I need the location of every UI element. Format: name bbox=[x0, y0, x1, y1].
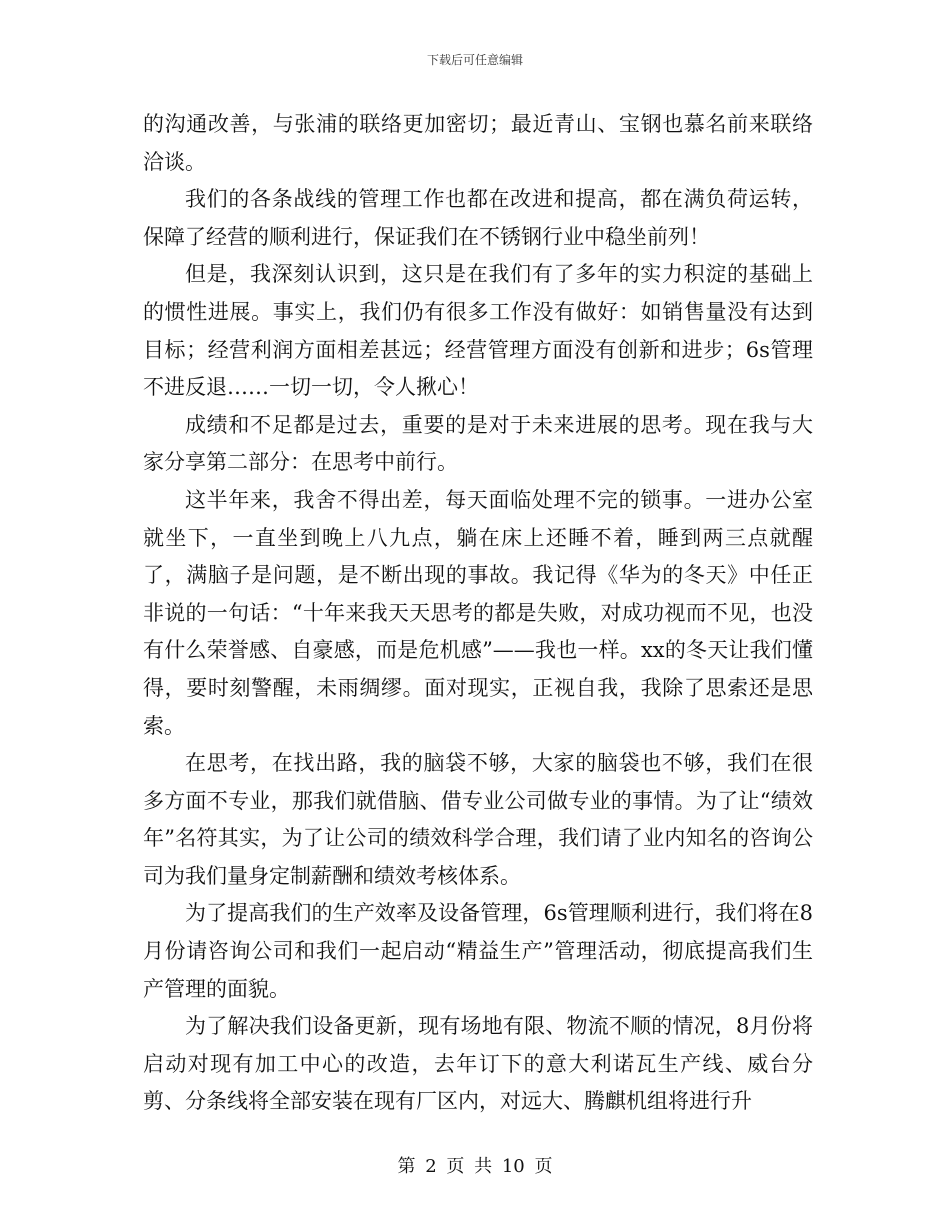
paragraph: 但是，我深刻认识到，这只是在我们有了多年的实力积淀的基础上的惯性进展。事实上，我们仍有很多工作没有做好：如销售量没有达到目标；经营利润方面相差甚远；经营管理方面没有创新和进步；6s管理不进反退……一切一切，令人揪心！ bbox=[143, 262, 813, 400]
paragraph: 为了提高我们的生产效率及设备管理，6s管理顺利进行，我们将在8月份请咨询公司和我们一起启动“精益生产”管理活动，彻底提高我们生产管理的面貌。 bbox=[143, 901, 813, 1001]
paragraph: 成绩和不足都是过去，重要的是对于未来进展的思考。现在我与大家分享第二部分：在思考中前行。 bbox=[143, 412, 813, 475]
paragraph: 为了解决我们设备更新，现有场地有限、物流不顺的情况，8月份将启动对现有加工中心的改造，去年订下的意大利诺瓦生产线、威台分剪、分条线将全部安装在现有厂区内，对远大、腾麒机组将进行升 bbox=[143, 1014, 813, 1114]
page-header: 下载后可任意编辑 bbox=[426, 53, 523, 67]
paragraph: 在思考，在找出路，我的脑袋不够，大家的脑袋也不够，我们在很多方面不专业，那我们就借脑、借专业公司做专业的事情。为了让“绩效年”名符其实，为了让公司的绩效科学合理，我们请了业内知名的咨询公司为我们量身定制薪酬和绩效考核体系。 bbox=[143, 751, 813, 888]
document-body bbox=[143, 106, 813, 1121]
paragraph: 的沟通改善，与张浦的联络更加密切；最近青山、宝钢也慕名前来联络洽谈。 bbox=[143, 112, 813, 174]
paragraph: 这半年来，我舍不得出差，每天面临处理不完的锁事。一进办公室就坐下，一直坐到晚上八九点，躺在床上还睡不着，睡到两三点就醒了，满脑子是问题，是不断出现的事故。我记得《华为的冬天》中任正非说的一句话：“十年来我天天思考的都是失败，对成功视而不见，也没有什么荣誉感、自豪感，而是危机感”——我也一样。xx的冬天让我们懂得，要时刻警醒，未雨绸缪。面对现实，正视自我，我除了思索还是思索。 bbox=[143, 487, 813, 738]
page-number: 第 2 页 共 10 页 bbox=[397, 1156, 553, 1177]
paragraph: 我们的各条战线的管理工作也都在改进和提高，都在满负荷运转，保障了经营的顺利进行，保证我们在不锈钢行业中稳坐前列！ bbox=[143, 187, 813, 249]
